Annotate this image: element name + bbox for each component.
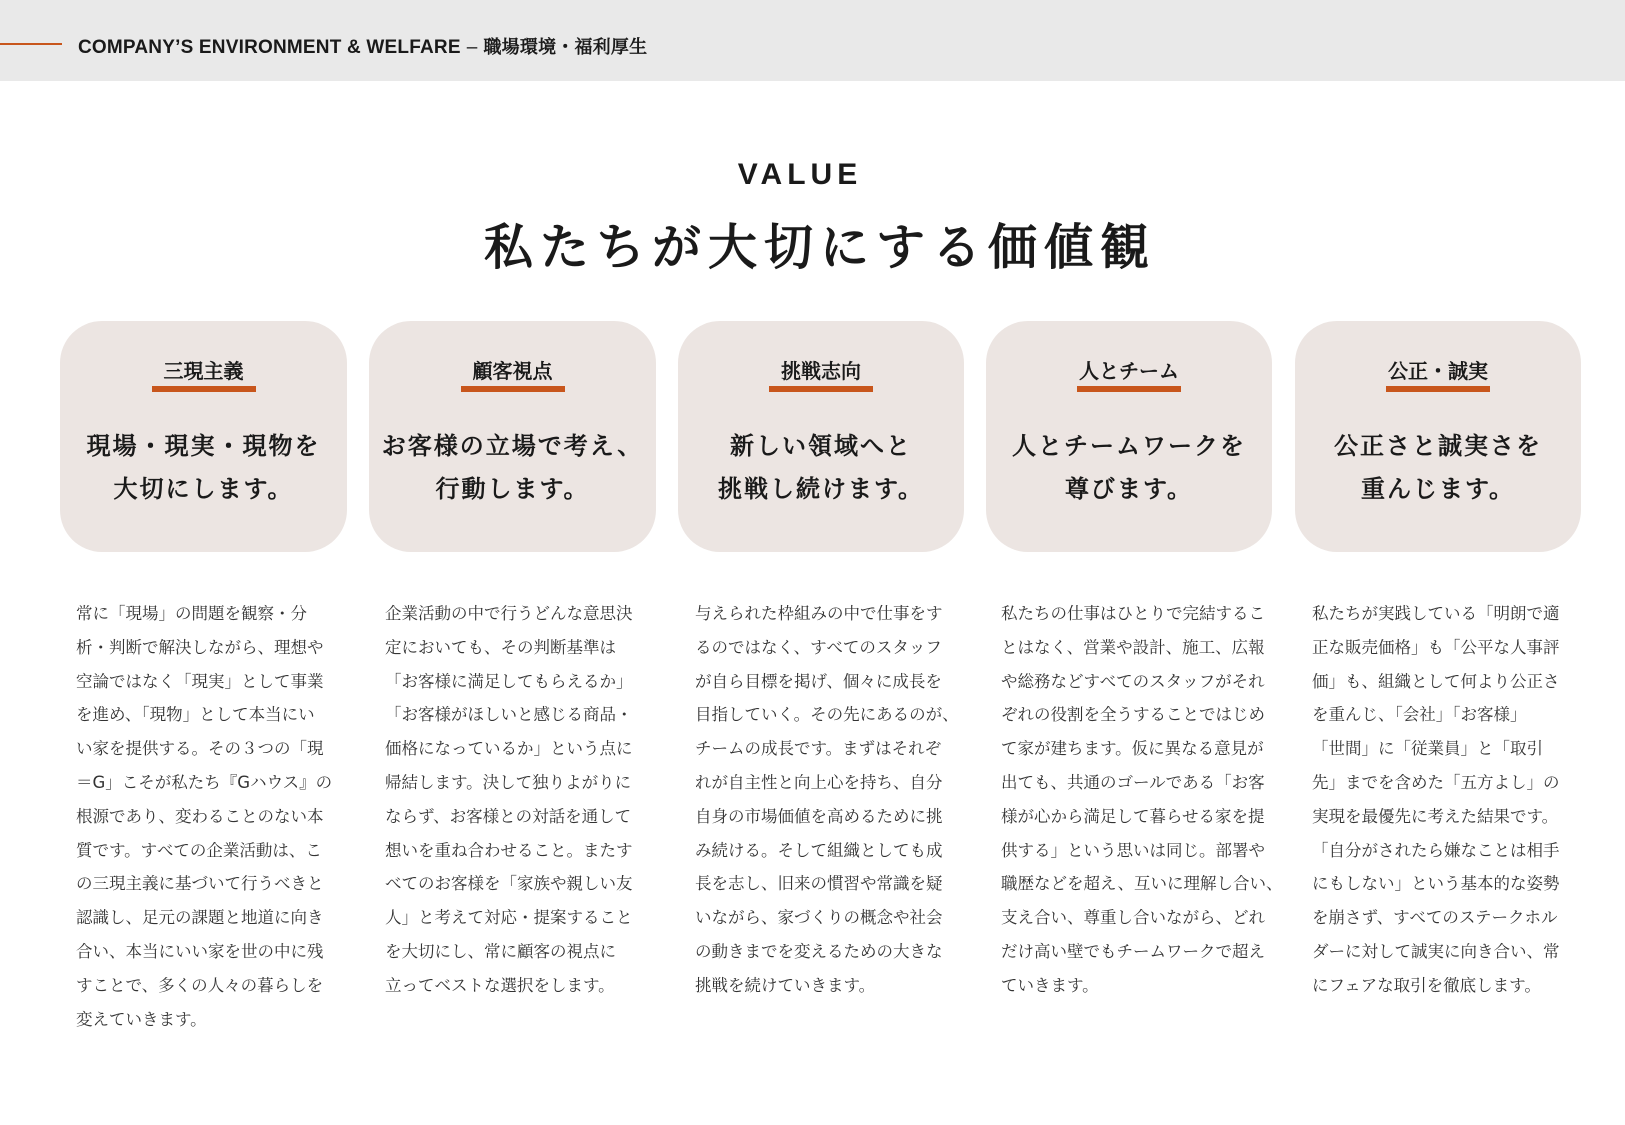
description-line: の動きまでを変えるための大きな <box>695 941 943 961</box>
description-line: 私たちが実践している「明朗で適 <box>1312 604 1560 623</box>
description-line: て家が建ちます。仮に異なる意見が <box>1001 739 1264 759</box>
header-bar <box>0 0 1625 81</box>
description-line: 合い、本当にいい家を世の中に残 <box>76 941 324 961</box>
header-separator: – <box>466 37 478 58</box>
page-title: 私たちが大切にする価値観 <box>483 219 1156 276</box>
description-line: るのではなく、すべてのスタッフ <box>695 637 942 657</box>
value-card-heading-line: 行動します。 <box>435 475 590 503</box>
value-description-team <box>1001 597 1283 1003</box>
description-line: 立ってベストな選択をします。 <box>385 975 615 995</box>
value-card-heading-line: 尊びます。 <box>1064 475 1194 503</box>
value-card-title: 挑戦志向 <box>781 359 861 383</box>
description-line: 価格になっているか」という点に <box>385 739 633 759</box>
header-title-jp: 職場環境・福利厚生 <box>483 37 648 58</box>
value-description-sangen <box>76 597 338 1036</box>
value-description-challenge <box>695 597 957 1003</box>
value-card-heading <box>1295 425 1581 511</box>
description-line: 想いを重ね合わせること。またす <box>385 840 633 860</box>
value-card-title: 三現主義 <box>163 359 244 383</box>
value-card-heading-line: 人とチームワークを <box>1012 432 1246 460</box>
description-line: や総務などすべてのスタッフがそれ <box>1001 671 1265 691</box>
description-line: ＝G」こそが私たち『Gハウス』の <box>76 772 333 792</box>
value-card-underline <box>152 386 256 392</box>
description-line: 帰結します。決して独りよがりに <box>385 772 632 792</box>
description-line: 出ても、共通のゴールである「お客 <box>1001 772 1265 792</box>
description-line: 価」も、組織として何より公正さ <box>1312 671 1560 691</box>
value-card-heading-line: 現場・現実・現物を <box>86 432 321 460</box>
header-accent-line <box>0 43 62 45</box>
description-line: れが自主性と向上心を持ち、自分 <box>695 772 943 792</box>
description-line: ダーに対して誠実に向き合い、常 <box>1312 941 1560 961</box>
value-card-heading-line: 挑戦し続けます。 <box>717 475 925 503</box>
description-line: 「お客様に満足してもらえるか」 <box>385 671 633 691</box>
description-line: 空論ではなく「現実」として事業 <box>76 671 324 691</box>
description-line: 実現を最優先に考えた結果です。 <box>1312 806 1559 826</box>
description-line: だけ高い壁でもチームワークで超え <box>1001 941 1265 961</box>
description-line: 自身の市場価値を高めるために挑 <box>695 806 943 826</box>
description-line: を進め、「現物」として本当にい <box>76 705 315 725</box>
value-card-title: 公正・誠実 <box>1388 359 1488 383</box>
value-card-heading-line: 重んじます。 <box>1360 475 1516 503</box>
value-card-sangen <box>60 321 347 552</box>
description-line: にフェアな取引を徹底します。 <box>1312 975 1541 995</box>
section-label: VALUE <box>737 158 863 191</box>
value-card-heading <box>369 425 656 511</box>
value-card-customer <box>369 321 656 552</box>
description-line: 正な販売価格」も「公平な人事評 <box>1312 637 1560 657</box>
description-line: いながら、家づくりの概念や社会 <box>695 908 943 928</box>
value-card-heading-line: 新しい領域へと <box>730 432 912 460</box>
description-line: 認識し、足元の課題と地道に向き <box>76 908 324 928</box>
description-line: チームの成長です。まずはそれぞ <box>695 739 942 759</box>
description-line: を重んじ、「会社」「お客様」 <box>1312 705 1527 725</box>
value-description-fairness <box>1312 597 1574 1003</box>
value-card-underline <box>1386 386 1490 392</box>
description-line: 長を志し、旧来の慣習や常識を疑 <box>695 874 943 894</box>
description-line: にもしない」という基本的な姿勢 <box>1312 874 1560 894</box>
description-line: とはなく、営業や設計、施工、広報 <box>1001 637 1265 657</box>
description-line: 挑戦を続けていきます。 <box>695 975 876 995</box>
description-line: 供する」という思いは同じ。部署や <box>1001 840 1265 860</box>
description-line: 質です。すべての企業活動は、こ <box>76 840 322 860</box>
value-card-heading <box>986 425 1272 511</box>
description-line: ならず、お客様との対話を通して <box>385 806 632 826</box>
description-line: が自ら目標を掲げ、個々に成長を <box>695 671 942 691</box>
value-description-customer <box>385 597 647 1003</box>
description-line: 企業活動の中で行うどんな意思決 <box>385 604 633 623</box>
value-card-heading <box>60 425 347 511</box>
header-title-en: COMPANY’S ENVIRONMENT & WELFARE <box>78 37 461 58</box>
value-card-heading <box>678 425 964 511</box>
description-line: 「世間」に「従業員」と「取引 <box>1312 739 1543 759</box>
description-line: ていきます。 <box>1001 975 1099 995</box>
value-card-team <box>986 321 1272 552</box>
description-line: 変えていきます。 <box>76 1009 207 1029</box>
description-line: ぞれの役割を全うすることではじめ <box>1001 705 1265 725</box>
value-card-fairness <box>1295 321 1581 552</box>
description-line: 目指していく。その先にあるのが、 <box>695 705 959 725</box>
description-line: 与えられた枠組みの中で仕事をす <box>695 604 943 623</box>
description-line: 私たちの仕事はひとりで完結するこ <box>1001 604 1265 623</box>
description-line: 支え合い、尊重し合いながら、どれ <box>1001 908 1265 928</box>
header-title <box>78 33 647 59</box>
value-card-heading-line: 公正さと誠実さを <box>1334 432 1542 460</box>
description-line: 人」と考えて対応・提案すること <box>385 908 633 928</box>
value-card-title: 顧客視点 <box>472 359 553 383</box>
value-card-underline <box>461 386 565 392</box>
description-line: べてのお客様を「家族や親しい友 <box>385 874 633 894</box>
description-line: を崩さず、すべてのステークホル <box>1312 908 1558 928</box>
value-card-challenge <box>678 321 964 552</box>
description-line: 析・判断で解決しながら、理想や <box>76 637 324 657</box>
description-line: の三現主義に基づいて行うべきと <box>76 874 324 894</box>
description-line: 職歴などを超え、互いに理解し合い、 <box>1001 874 1283 894</box>
description-line: み続ける。そして組織としても成 <box>695 840 943 860</box>
description-line: 常に「現場」の問題を観察・分 <box>76 604 307 623</box>
description-line: 先」までを含めた「五方よし」の <box>1312 772 1560 792</box>
description-line: い家を提供する。その３つの「現 <box>76 739 324 759</box>
value-card-underline <box>769 386 873 392</box>
value-card-heading-line: お客様の立場で考え、 <box>381 432 644 460</box>
description-line: すことで、多くの人々の暮らしを <box>76 975 324 995</box>
description-line: 定においても、その判断基準は <box>385 637 616 657</box>
description-line: 根源であり、変わることのない本 <box>76 806 324 826</box>
description-line: 「お客様がほしいと感じる商品・ <box>385 705 633 725</box>
value-card-underline <box>1077 386 1181 392</box>
description-line: 「自分がされたら嫌なことは相手 <box>1312 840 1560 860</box>
description-line: を大切にし、常に顧客の視点に <box>385 941 616 961</box>
value-card-title: 人とチーム <box>1079 359 1179 383</box>
value-card-heading-line: 大切にします。 <box>113 475 294 503</box>
description-line: 様が心から満足して暮らせる家を提 <box>1001 806 1265 826</box>
